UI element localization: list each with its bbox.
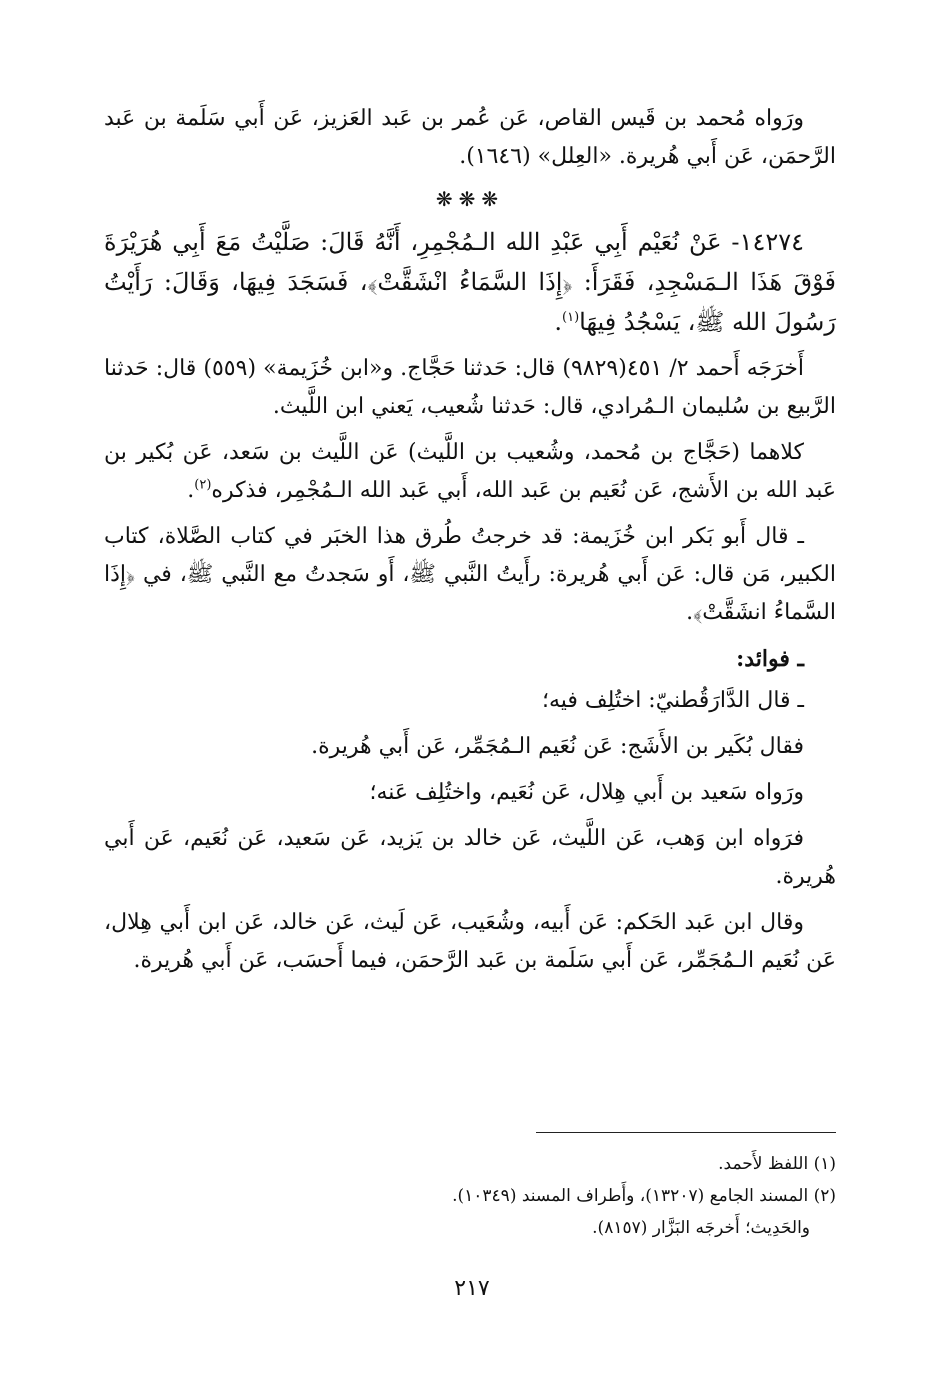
page-number: ٢١٧ xyxy=(454,1276,490,1301)
fawaid-heading: ـ فوائد: xyxy=(736,646,804,672)
bukayr-note: فقال بُكَير بن الأَشَج: عَن نُعَيم الـمُجَمِّر، عَن أَبي هُريرة. xyxy=(311,734,804,759)
hadith-14274: ١٤٢٧٤- عَنْ نُعَيْم أَبِي عَبْدِ الله الـمُجْمِرِ، أَنَّهُ قَالَ: صَلَّيْتُ مَعَ أَبِي هُرَيْرَةَ فَوْقَ هَذَا الـمَسْجِدِ، فَقَرَأَ: ﴿إِذَا السَّمَاءُ انْشَقَّتْ﴾، فَسَجَدَ فِيهَا، وَقَالَ: رَأَيْتُ رَسُولَ الله ﷺ، يَسْجُدُ فِيهَا$^{(١)}$. xyxy=(104,228,836,336)
chain-text: كلاهما (حَجَّاج بن مُحمد، وشُعيب بن اللَّيث) عَن اللَّيث بن سَعد، عَن بُكير بن عَبد الله بن الأَشج، عَن نُعَيم بن عَبد الله، أَبي عَبد الله الـمُجْمِر، فذكره xyxy=(104,440,836,503)
footnote-1: (١) اللفظ لأَحمد. xyxy=(718,1154,836,1174)
footnote-ref-1: (١) xyxy=(562,310,580,325)
footnote-divider xyxy=(536,1132,836,1133)
ibn-wahb-note: فرَواه ابن وَهب، عَن اللَّيث، عَن خالد بن يَزيد، عَن سَعيد، عَن نُعَيم، عَن أَبي هُريرة. xyxy=(104,826,836,889)
hadith-text: ١٤٢٧٤- عَنْ نُعَيْم أَبِي عَبْدِ الله الـمُجْمِرِ، أَنَّهُ قَالَ: صَلَّيْتُ مَعَ أَبِي هُرَيْرَةَ فَوْقَ هَذَا الـمَسْجِدِ، فَقَرَأَ: ﴿إِذَا السَّمَاءُ انْشَقَّتْ﴾، فَسَجَدَ فِيهَا، وَقَالَ: رَأَيْتُ رَسُولَ الله ﷺ، يَسْجُدُ فِيهَا xyxy=(104,228,836,336)
saeed-note: ورَواه سَعيد بن أَبي هِلال، عَن نُعَيم، واختُلِف عَنه؛ xyxy=(369,780,804,805)
chain-paragraph: كلاهما (حَجَّاج بن مُحمد، وشُعيب بن اللَّيث) عَن اللَّيث بن سَعد، عَن بُكير بن عَبد الله بن الأَشج، عَن نُعَيم بن عَبد الله، أَبي عَبد الله الـمُجْمِر، فذكره$^{(٢)}$. xyxy=(104,440,836,503)
paragraph-1: ورَواه مُحمد بن قَيس القاص، عَن عُمر بن عَبد العَزيز، عَن أَبي سَلَمة بن عَبد الرَّحمَن، عَن أَبي هُريرة. «العِلل» (١٦٤٦). xyxy=(104,106,836,169)
footnotes xyxy=(104,1148,836,1244)
ibn-khuzaymah-note: ـ قال أَبو بَكر ابن خُزَيمة: قد خرجتُ طُرق هذا الخبَر في كتاب الصَّلاة، كتاب الكبير، مَن قال: عَن أَبي هُريرة: رأَيتُ النَّبي ﷺ، أَو سَجدتُ مع النَّبي ﷺ، في ﴿إِذَا السَّماءُ انشَقَّتْ﴾. xyxy=(104,524,836,625)
takhrij-paragraph: أَخرَجَه أَحمد ٢/ ٤٥١(٩٨٢٩) قال: حَدثنا حَجَّاج. و«ابن خُزَيمة» (٥٥٩) قال: حَدثنا الرَّبيع بن سُليمان الـمُرادي، قال: حَدثنا شُعيب، يَعني ابن اللَّيث. xyxy=(104,356,836,419)
ibn-abd-alhakam-note: وقال ابن عَبد الحَكم: عَن أَبيه، وشُعَيب، عَن لَيث، عَن خالد، عَن ابن أَبي هِلال، عَن نُعَيم الـمُجَمِّر، عَن أَبي سَلَمة بن عَبد الرَّحمَن، فيما أَحسَب، عَن أَبي هُريرة. xyxy=(104,910,836,973)
daraqutni-note: ـ قال الدَّارَقُطنيّ: اختُلِف فيه؛ xyxy=(541,688,804,713)
footnote-ref-2: (٢) xyxy=(194,477,212,493)
section-separator: ❋❋❋ xyxy=(435,187,505,211)
page-body xyxy=(104,100,836,988)
footnote-2: (٢) المسند الجامع (١٣٢٠٧)، وأَطراف المسند (١٠٣٤٩). xyxy=(452,1186,836,1206)
footnote-2-continuation: والحَدِيث؛ أَخرجَه البَزَّار (٨١٥٧). xyxy=(592,1218,810,1238)
